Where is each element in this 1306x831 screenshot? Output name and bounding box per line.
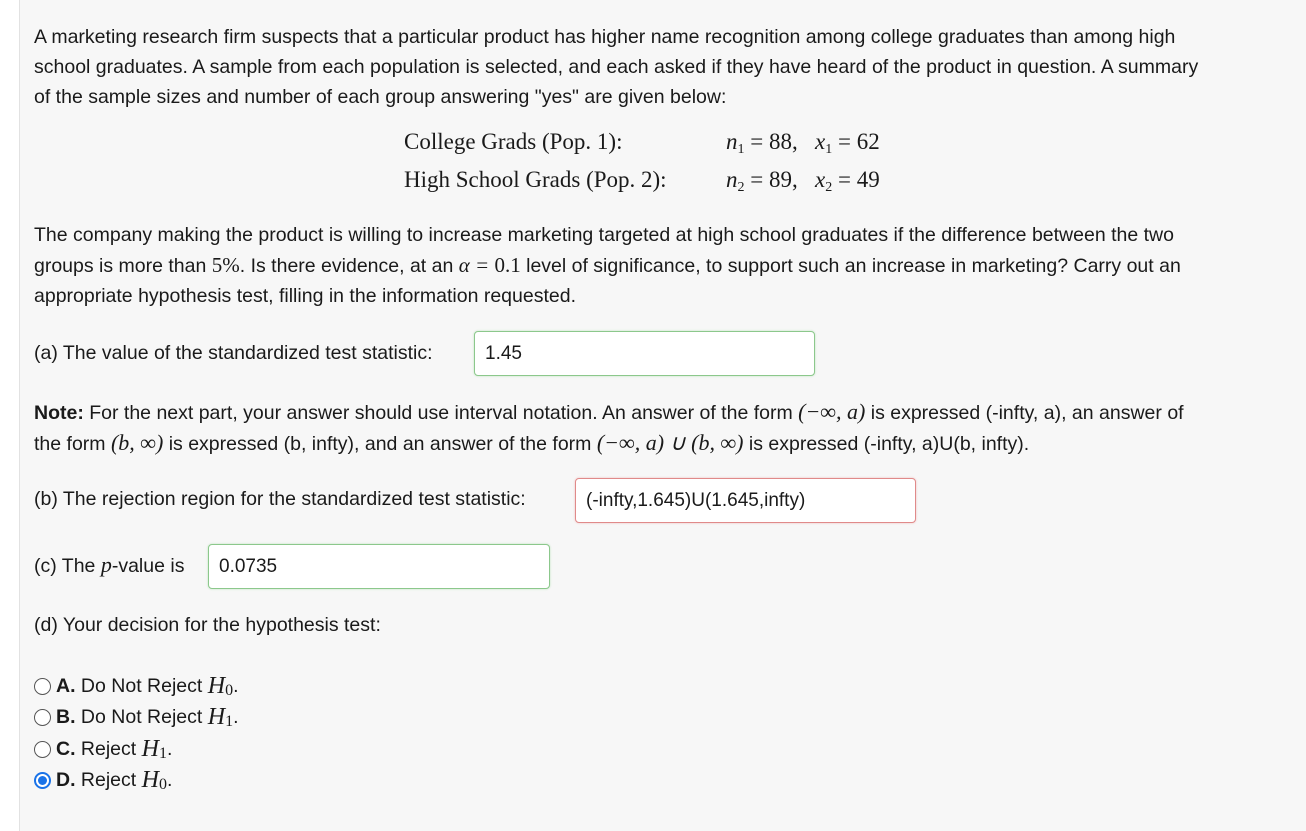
p-symbol: p <box>100 552 112 577</box>
intro-line-3: of the sample sizes and number of each group answering "yes" are given below: <box>34 86 727 108</box>
context-text-b: . Is there evidence, at an <box>239 255 459 277</box>
rejection-region-input[interactable]: (-infty,1.645)U(1.645,infty) <box>575 478 916 523</box>
option-letter: B. <box>56 705 76 728</box>
context-text-a: groups is more than <box>34 255 212 277</box>
option-letter: D. <box>56 768 76 791</box>
note-line-2 <box>34 428 1184 459</box>
part-a-label: (a) The value of the standardized test statistic: <box>34 342 433 364</box>
intro-text <box>34 22 1198 112</box>
note-text <box>34 397 1184 459</box>
hypothesis-subscript: 0 <box>158 776 167 793</box>
part-c-label <box>34 550 184 581</box>
percent-value: 5% <box>211 253 240 277</box>
note-text-c: the form <box>34 433 111 455</box>
interval-form-1: (−∞, a) <box>798 399 866 424</box>
hypothesis-symbol: H <box>141 766 159 793</box>
note-text-d: is expressed (b, infty), and an answer of the form <box>163 433 597 455</box>
row2-n: 89, <box>768 167 798 192</box>
context-line-2 <box>34 250 1181 281</box>
alpha-value: 0.1 <box>494 253 521 277</box>
option-text: Do Not Reject <box>75 705 208 728</box>
option-a[interactable] <box>34 671 238 701</box>
note-line-1 <box>34 397 1184 428</box>
hypothesis-symbol: H <box>141 735 159 762</box>
context-line-1: The company making the product is willing to increase marketing targeted at high school graduates if the difference between the two <box>34 224 1174 246</box>
hypothesis-symbol: H <box>207 703 226 730</box>
option-d[interactable] <box>34 765 172 795</box>
context-line-3: appropriate hypothesis test, filling in the information requested. <box>34 285 576 307</box>
option-text: Do Not Reject <box>75 674 208 697</box>
option-b[interactable] <box>34 702 238 732</box>
radio-button[interactable] <box>34 772 51 789</box>
part-d-label: (d) Your decision for the hypothesis test: <box>34 614 381 636</box>
hypothesis-symbol: H <box>207 672 226 699</box>
p-value-input[interactable]: 0.0735 <box>208 544 550 589</box>
option-text: Reject <box>75 768 142 791</box>
radio-button[interactable] <box>34 741 51 758</box>
option-letter: A. <box>56 674 76 697</box>
radio-button[interactable] <box>34 709 51 726</box>
hypothesis-subscript: 1 <box>225 713 234 730</box>
intro-line-2: school graduates. A sample from each population is selected, and each asked if they have heard of the product in question. A summary <box>34 56 1199 78</box>
option-period: . <box>166 737 173 760</box>
option-letter: C. <box>56 737 76 760</box>
interval-form-3: (−∞, a) ∪ (b, ∞) <box>596 430 744 455</box>
alpha-symbol: α = <box>458 253 495 277</box>
option-period: . <box>233 674 239 697</box>
context-text <box>34 220 1181 311</box>
row2-label: High School Grads (Pop. 2): <box>404 167 667 192</box>
data-table-row-1 <box>404 129 622 155</box>
note-text-b: is expressed (-infty, a), an answer of <box>865 402 1184 424</box>
row2-x: 49 <box>856 167 880 192</box>
row1-x: 62 <box>856 129 880 154</box>
context-text-c: level of significance, to support such an increase in marketing? Carry out an <box>520 255 1181 277</box>
row1-n: 88, <box>768 129 798 154</box>
interval-form-2: (b, ∞) <box>110 430 164 455</box>
option-c[interactable] <box>34 734 172 764</box>
row2-values: $n_2 = 89$, $x_2 = 49$ <box>726 167 880 195</box>
radio-button[interactable] <box>34 678 51 695</box>
pvalue-text-a: (c) The <box>34 555 101 577</box>
hypothesis-subscript: 1 <box>158 745 167 762</box>
option-text: Reject <box>75 737 142 760</box>
note-text-a: For the next part, your answer should use interval notation. An answer of the form <box>83 402 799 424</box>
data-table-row-2 <box>404 167 667 193</box>
note-text-e: is expressed (-infty, a)U(b, infty). <box>743 433 1030 455</box>
row1-label: College Grads (Pop. 1): <box>404 129 623 154</box>
row1-values: $n_1 = 88$, $x_1 = 62$ <box>726 129 880 157</box>
option-period: . <box>166 768 173 791</box>
hypothesis-subscript: 0 <box>225 682 234 699</box>
intro-line-1: A marketing research firm suspects that a particular product has higher name recognition among college graduates than among high <box>34 26 1176 48</box>
note-label: Note: <box>34 402 84 424</box>
part-b-label: (b) The rejection region for the standardized test statistic: <box>34 488 526 510</box>
pvalue-text-b: -value is <box>111 555 185 577</box>
test-statistic-input[interactable]: 1.45 <box>474 331 815 376</box>
option-period: . <box>233 705 239 728</box>
